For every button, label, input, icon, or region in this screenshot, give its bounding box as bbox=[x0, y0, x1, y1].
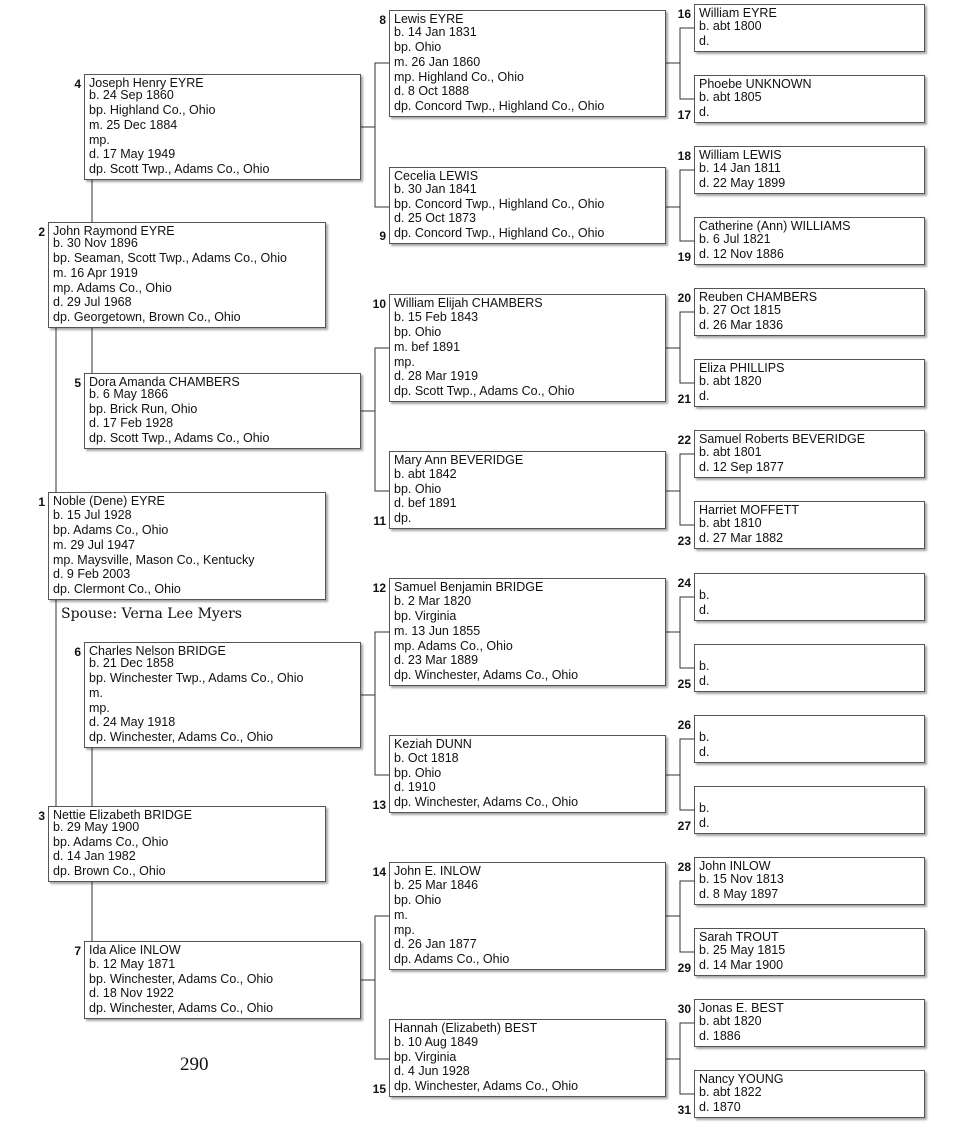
person-box-24 bbox=[694, 573, 925, 621]
person-detail-line: d. 26 Mar 1836 bbox=[699, 318, 784, 333]
person-name: Hannah (Elizabeth) BEST bbox=[394, 1021, 538, 1035]
person-detail-line: dp. Winchester, Adams Co., Ohio bbox=[394, 795, 579, 810]
person-box-25 bbox=[694, 644, 925, 692]
person-detail-line: d. 24 May 1918 bbox=[89, 715, 176, 730]
person-number: 21 bbox=[677, 392, 691, 406]
person-detail-line: b. bbox=[699, 730, 710, 745]
person-detail-line: b. 2 Mar 1820 bbox=[394, 594, 472, 609]
person-detail-line: dp. Winchester, Adams Co., Ohio bbox=[89, 1001, 274, 1016]
person-detail-line: m. bef 1891 bbox=[394, 339, 461, 354]
person-detail-line: mp. bbox=[89, 132, 110, 147]
person-detail-line: m. 25 Dec 1884 bbox=[89, 117, 178, 132]
person-number: 26 bbox=[677, 718, 691, 732]
person-detail-line: bp. Seaman, Scott Twp., Adams Co., Ohio bbox=[53, 251, 287, 265]
person-number: 16 bbox=[677, 7, 691, 21]
person-detail-line: d. 12 Sep 1877 bbox=[699, 460, 784, 475]
person-name: John Raymond EYRE bbox=[53, 224, 175, 238]
person-detail-line: dp. Concord Twp., Highland Co., Ohio bbox=[394, 99, 605, 114]
person-number: 17 bbox=[677, 108, 691, 122]
person-detail-line: m. bbox=[89, 685, 103, 700]
person-detail-line: bp. Adams Co., Ohio bbox=[53, 834, 169, 849]
person-detail-line: d. 26 Jan 1877 bbox=[394, 937, 477, 952]
person-detail-line: d. bbox=[699, 34, 710, 49]
person-detail-line: b. abt 1842 bbox=[394, 466, 457, 481]
person-detail-line: b. abt 1801 bbox=[699, 445, 762, 460]
person-detail-line: d. bef 1891 bbox=[394, 496, 457, 511]
person-detail-line: dp. Winchester, Adams Co., Ohio bbox=[394, 1079, 579, 1094]
person-name: John INLOW bbox=[699, 859, 771, 873]
person-detail-line: b. 30 Jan 1841 bbox=[394, 181, 477, 196]
person-detail-line: bp. Ohio bbox=[394, 40, 442, 54]
person-name: Lewis EYRE bbox=[394, 12, 464, 26]
person-detail-line: d. 22 May 1899 bbox=[699, 176, 786, 191]
person-name: Phoebe UNKNOWN bbox=[699, 77, 812, 91]
person-number: 6 bbox=[74, 645, 81, 659]
person-number: 12 bbox=[372, 581, 386, 595]
person-detail-line: d. bbox=[699, 603, 710, 618]
person-detail-line: d. 14 Mar 1900 bbox=[699, 958, 784, 973]
person-number: 28 bbox=[677, 860, 691, 874]
person-detail-line: dp. bbox=[394, 511, 412, 526]
person-detail-line: mp. bbox=[394, 354, 415, 369]
person-detail-line: b. 14 Jan 1831 bbox=[394, 25, 477, 40]
person-detail-line: bp. Ohio bbox=[394, 765, 442, 780]
person-detail-line: m. 13 Jun 1855 bbox=[394, 623, 481, 638]
person-detail-line: d. 17 May 1949 bbox=[89, 147, 176, 162]
person-detail-line: dp. Scott Twp., Adams Co., Ohio bbox=[89, 162, 270, 177]
person-detail-line: bp. Ohio bbox=[394, 481, 442, 496]
person-detail-line: b. 10 Aug 1849 bbox=[394, 1034, 479, 1049]
person-detail-line: bp. Virginia bbox=[394, 1049, 457, 1064]
person-detail-line: b. 25 May 1815 bbox=[699, 943, 786, 958]
person-number: 20 bbox=[677, 291, 691, 305]
person-name: Joseph Henry EYRE bbox=[89, 76, 204, 90]
person-detail-line: mp. Adams Co., Ohio bbox=[53, 280, 172, 295]
person-name: Ida Alice INLOW bbox=[89, 943, 181, 957]
person-name: Catherine (Ann) WILLIAMS bbox=[699, 219, 851, 233]
person-detail-line: b. abt 1820 bbox=[699, 1014, 762, 1029]
person-number: 7 bbox=[74, 944, 81, 958]
person-detail-line: b. bbox=[699, 588, 710, 603]
person-detail-line: mp. Maysville, Mason Co., Kentucky bbox=[53, 552, 255, 567]
person-name: Nettie Elizabeth BRIDGE bbox=[53, 808, 192, 822]
person-detail-line: b. 14 Jan 1811 bbox=[699, 161, 781, 176]
person-number: 30 bbox=[677, 1002, 691, 1016]
person-number: 23 bbox=[677, 534, 691, 548]
person-detail-line: d. 8 May 1897 bbox=[699, 887, 779, 902]
person-detail-line: m. 29 Jul 1947 bbox=[53, 537, 135, 552]
person-box-27 bbox=[694, 786, 925, 834]
person-name: Keziah DUNN bbox=[394, 737, 472, 751]
person-detail-line: b. bbox=[699, 659, 710, 674]
person-detail-line: b. bbox=[699, 801, 710, 816]
person-detail-line: dp. Winchester, Adams Co., Ohio bbox=[89, 730, 274, 745]
person-number: 5 bbox=[74, 376, 81, 390]
person-number: 14 bbox=[372, 865, 386, 879]
person-detail-line: d. 28 Mar 1919 bbox=[394, 369, 479, 384]
person-number: 19 bbox=[677, 250, 691, 264]
person-number: 3 bbox=[38, 809, 45, 823]
person-name: Nancy YOUNG bbox=[699, 1072, 784, 1086]
person-detail-line: d. 29 Jul 1968 bbox=[53, 295, 132, 310]
person-number: 27 bbox=[677, 819, 691, 833]
person-detail-line: b. abt 1822 bbox=[699, 1085, 762, 1100]
person-number: 31 bbox=[677, 1103, 691, 1117]
spouse-line: Spouse: Verna Lee Myers bbox=[61, 606, 242, 622]
person-detail-line: b. 15 Jul 1928 bbox=[53, 508, 132, 523]
person-detail-line: d. 8 Oct 1888 bbox=[394, 84, 470, 99]
person-name: Samuel Roberts BEVERIDGE bbox=[699, 432, 866, 446]
person-detail-line: b. abt 1820 bbox=[699, 374, 762, 389]
person-detail-line: b. abt 1810 bbox=[699, 516, 762, 531]
person-detail-line: d. bbox=[699, 745, 710, 760]
person-name: Samuel Benjamin BRIDGE bbox=[394, 580, 544, 594]
person-detail-line: d. 25 Oct 1873 bbox=[394, 211, 477, 226]
person-number: 2 bbox=[38, 225, 45, 239]
person-number: 15 bbox=[372, 1082, 386, 1096]
person-detail-line: b. 15 Nov 1813 bbox=[699, 872, 784, 887]
person-detail-line: d. 23 Mar 1889 bbox=[394, 653, 479, 668]
person-name: Jonas E. BEST bbox=[699, 1001, 784, 1015]
person-name: Dora Amanda CHAMBERS bbox=[89, 375, 240, 389]
person-detail-line: dp. Brown Co., Ohio bbox=[53, 864, 166, 879]
person-number: 8 bbox=[379, 13, 386, 27]
person-number: 13 bbox=[372, 798, 386, 812]
person-detail-line: bp. Winchester, Adams Co., Ohio bbox=[89, 971, 274, 986]
person-detail-line: bp. Virginia bbox=[394, 609, 457, 623]
person-detail-line: b. 6 Jul 1821 bbox=[699, 232, 771, 247]
person-detail-line: d. 4 Jun 1928 bbox=[394, 1064, 470, 1079]
person-detail-line: b. 25 Mar 1846 bbox=[394, 878, 479, 893]
person-number: 1 bbox=[38, 495, 45, 509]
person-number: 25 bbox=[677, 677, 691, 691]
person-detail-line: bp. Highland Co., Ohio bbox=[89, 103, 216, 117]
person-detail-line: d. 17 Feb 1928 bbox=[89, 416, 174, 431]
person-detail-line: b. 29 May 1900 bbox=[53, 819, 140, 834]
person-name: Noble (Dene) EYRE bbox=[53, 494, 165, 508]
person-name: Eliza PHILLIPS bbox=[699, 361, 785, 375]
person-name: Reuben CHAMBERS bbox=[699, 290, 818, 304]
person-detail-line: mp. Adams Co., Ohio bbox=[394, 638, 513, 653]
person-number: 10 bbox=[372, 297, 386, 311]
person-number: 9 bbox=[379, 229, 386, 243]
person-detail-line: bp. Ohio bbox=[394, 325, 442, 339]
person-detail-line: d. 1910 bbox=[394, 780, 436, 795]
person-name: William Elijah CHAMBERS bbox=[394, 296, 543, 310]
person-detail-line: d. 12 Nov 1886 bbox=[699, 247, 784, 262]
person-number: 24 bbox=[677, 576, 691, 590]
person-detail-line: mp. bbox=[89, 700, 110, 715]
person-detail-line: d. bbox=[699, 105, 710, 120]
person-name: Cecelia LEWIS bbox=[394, 169, 479, 183]
person-detail-line: b. 15 Feb 1843 bbox=[394, 310, 479, 325]
person-detail-line: d. bbox=[699, 674, 710, 689]
person-detail-line: d. bbox=[699, 816, 710, 831]
person-detail-line: d. 18 Nov 1922 bbox=[89, 986, 174, 1001]
person-detail-line: dp. Concord Twp., Highland Co., Ohio bbox=[394, 226, 605, 241]
person-detail-line: dp. Clermont Co., Ohio bbox=[53, 582, 181, 597]
person-detail-line: d. bbox=[699, 389, 710, 404]
person-detail-line: dp. Scott Twp., Adams Co., Ohio bbox=[89, 431, 270, 446]
person-name: Harriet MOFFETT bbox=[699, 503, 799, 517]
person-detail-line: bp. Adams Co., Ohio bbox=[53, 523, 169, 537]
person-detail-line: m. 16 Apr 1919 bbox=[53, 265, 138, 280]
person-detail-line: dp. Winchester, Adams Co., Ohio bbox=[394, 668, 579, 683]
person-detail-line: dp. Georgetown, Brown Co., Ohio bbox=[53, 310, 241, 325]
person-detail-line: b. 24 Sep 1860 bbox=[89, 88, 174, 103]
person-detail-line: bp. Concord Twp., Highland Co., Ohio bbox=[394, 196, 605, 211]
person-detail-line: b. Oct 1818 bbox=[394, 750, 459, 765]
person-detail-line: b. abt 1805 bbox=[699, 90, 762, 105]
person-detail-line: d. 9 Feb 2003 bbox=[53, 567, 131, 582]
person-number: 18 bbox=[677, 149, 691, 163]
person-number: 4 bbox=[74, 77, 81, 91]
person-detail-line: b. 12 May 1871 bbox=[89, 956, 176, 971]
person-detail-line: m. 26 Jan 1860 bbox=[394, 54, 481, 69]
person-detail-line: b. abt 1800 bbox=[699, 19, 762, 34]
person-detail-line: b. 21 Dec 1858 bbox=[89, 656, 174, 671]
person-detail-line: mp. Highland Co., Ohio bbox=[394, 69, 524, 84]
person-box-26 bbox=[694, 715, 925, 763]
person-detail-line: mp. bbox=[394, 922, 415, 937]
person-detail-line: b. 6 May 1866 bbox=[89, 386, 169, 401]
person-detail-line: m. bbox=[394, 907, 408, 922]
person-detail-line: d. 14 Jan 1982 bbox=[53, 849, 136, 864]
person-number: 22 bbox=[677, 433, 691, 447]
person-number: 29 bbox=[677, 961, 691, 975]
person-detail-line: d. 1870 bbox=[699, 1100, 741, 1115]
person-name: Charles Nelson BRIDGE bbox=[89, 644, 226, 658]
person-detail-line: bp. Ohio bbox=[394, 893, 442, 907]
person-name: Sarah TROUT bbox=[699, 930, 779, 944]
person-detail-line: bp. Winchester Twp., Adams Co., Ohio bbox=[89, 671, 304, 685]
person-detail-line: d. 1886 bbox=[699, 1029, 741, 1044]
page-number: 290 bbox=[180, 1054, 209, 1075]
person-number: 11 bbox=[373, 514, 386, 528]
person-name: Mary Ann BEVERIDGE bbox=[394, 453, 524, 467]
person-name: John E. INLOW bbox=[394, 864, 481, 878]
person-name: William LEWIS bbox=[699, 148, 782, 162]
person-detail-line: b. 30 Nov 1896 bbox=[53, 236, 138, 251]
person-detail-line: d. 27 Mar 1882 bbox=[699, 531, 784, 546]
person-name: William EYRE bbox=[699, 6, 777, 20]
person-detail-line: b. 27 Oct 1815 bbox=[699, 303, 782, 318]
person-detail-line: bp. Brick Run, Ohio bbox=[89, 401, 198, 416]
person-detail-line: dp. Scott Twp., Adams Co., Ohio bbox=[394, 384, 575, 399]
person-detail-line: dp. Adams Co., Ohio bbox=[394, 952, 510, 967]
